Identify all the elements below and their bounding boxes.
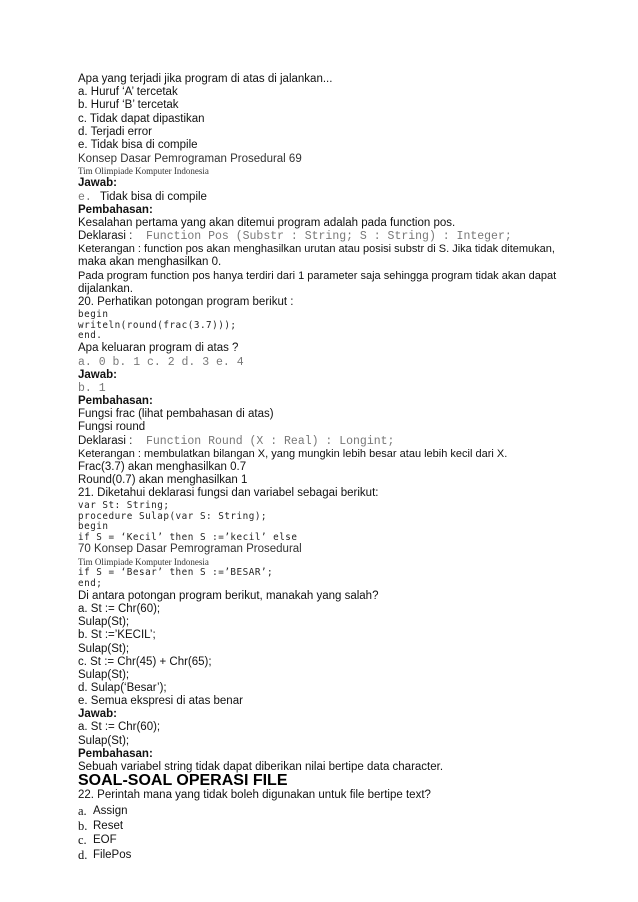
option-a-cont: Sulap(St); bbox=[78, 616, 130, 629]
option-c-letter: c. bbox=[78, 833, 87, 848]
section-heading: SOAL-SOAL OPERASI FILE bbox=[78, 772, 288, 790]
option-b-cont: Sulap(St); bbox=[78, 642, 130, 655]
option-b: b. St :=’KECIL’; bbox=[78, 629, 156, 642]
discussion-line: Fungsi round bbox=[78, 421, 146, 434]
question-21: 21. Diketahui deklarasi fungsi dan variabel sebagai berikut: bbox=[78, 487, 379, 500]
declaration-label: Deklarasi : bbox=[78, 230, 133, 243]
code-line: procedure Sulap(var S: String); bbox=[78, 510, 268, 522]
option-d-letter: d. bbox=[78, 848, 88, 863]
option-c-text: EOF bbox=[93, 834, 117, 847]
answer-heading: Jawab: bbox=[78, 708, 117, 721]
discussion-text: Sebuah variabel string tidak dapat diberikan nilai bertipe data character. bbox=[78, 760, 444, 773]
explanation-line-1: Keterangan : function pos akan menghasilkan urutan atau posisi substr di S. Jika tidak ditemukan, bbox=[78, 243, 555, 256]
answer-21: a. St := Chr(60); bbox=[78, 721, 161, 734]
question-20-options: a. 0 b. 1 c. 2 d. 3 e. 4 bbox=[78, 355, 244, 369]
declaration-round: Function Round (X : Real) : Longint; bbox=[146, 434, 395, 448]
option-b: b. Huruf ‘B’ tercetak bbox=[78, 99, 179, 112]
answer-heading: Jawab: bbox=[78, 177, 117, 190]
explanation-line: Frac(3.7) akan menghasilkan 0.7 bbox=[78, 460, 247, 473]
page-header-70: 70 Konsep Dasar Pemrograman Prosedural bbox=[78, 543, 302, 556]
code-line: end; bbox=[78, 577, 103, 589]
option-d: d. Terjadi error bbox=[78, 125, 152, 138]
discussion-line: Fungsi frac (lihat pembahasan di atas) bbox=[78, 408, 274, 421]
option-a: a. St := Chr(60); bbox=[78, 603, 161, 615]
question-21-prompt: Di antara potongan program berikut, manakah yang salah? bbox=[78, 589, 379, 602]
page-header-team: Tim Olimpiade Komputer Indonesia bbox=[78, 166, 209, 176]
code-line: if S = ‘Besar’ then S :=’BESAR’; bbox=[78, 567, 274, 578]
answer-heading: Jawab: bbox=[78, 368, 117, 381]
answer-20: b. 1 bbox=[78, 381, 106, 395]
option-a-text: Assign bbox=[93, 804, 128, 817]
option-a-letter: a. bbox=[78, 803, 87, 818]
option-d: d. Sulap(‘Besar’); bbox=[78, 682, 167, 694]
question-20: 20. Perhatikan potongan program berikut : bbox=[78, 295, 294, 308]
discussion-heading: Pembahasan: bbox=[78, 203, 153, 216]
option-a: a. Huruf ‘A’ tercetak bbox=[78, 86, 178, 99]
question-22: 22. Perintah mana yang tidak boleh digunakan untuk file bertipe text? bbox=[78, 789, 431, 801]
option-b-letter: b. bbox=[78, 818, 88, 833]
code-line: begin bbox=[78, 521, 109, 533]
option-c: c. St := Chr(45) + Chr(65); bbox=[78, 655, 212, 668]
option-d-text: FilePos bbox=[93, 849, 132, 862]
discussion-text: Kesalahan pertama yang akan ditemui program adalah pada function pos. bbox=[78, 216, 456, 229]
explanation-line-4: dijalankan. bbox=[78, 282, 133, 295]
option-b-text: Reset bbox=[93, 819, 124, 832]
option-e: e. Semua ekspresi di atas benar bbox=[78, 695, 243, 708]
code-line: writeln(round(frac(3.7))); bbox=[78, 319, 237, 331]
explanation-line-2: maka akan menghasilkan 0. bbox=[78, 256, 222, 269]
code-line: var St: String; bbox=[78, 500, 170, 512]
explanation-line-3: Pada program function pos hanya terdiri dari 1 parameter saja sehingga program tidak akan dapat bbox=[78, 269, 557, 282]
explanation-line: Round(0.7) akan menghasilkan 1 bbox=[78, 474, 248, 486]
answer-text: Tidak bisa di compile bbox=[100, 190, 207, 203]
declaration-pos: Function Pos (Substr : String; S : String) : Integer; bbox=[146, 230, 512, 244]
answer-21-cont: Sulap(St); bbox=[78, 734, 130, 747]
discussion-heading: Pembahasan: bbox=[78, 395, 153, 407]
page-header-team: Tim Olimpiade Komputer Indonesia bbox=[78, 556, 209, 567]
question-20-prompt: Apa keluaran program di atas ? bbox=[78, 342, 239, 355]
declaration-label: Deklarasi : bbox=[78, 434, 133, 447]
option-e: e. Tidak bisa di compile bbox=[78, 138, 198, 151]
page-header-69: Konsep Dasar Pemrograman Prosedural 69 bbox=[78, 152, 302, 165]
explanation-line: Keterangan : membulatkan bilangan X, yang mungkin lebih besar atau lebih kecil dari X. bbox=[78, 447, 508, 460]
answer-letter: e. bbox=[78, 190, 92, 204]
option-c-cont: Sulap(St); bbox=[78, 668, 130, 681]
option-c: c. Tidak dapat dipastikan bbox=[78, 112, 205, 125]
code-line: if S = ‘Kecil’ then S :=’kecil’ else bbox=[78, 531, 298, 543]
discussion-heading: Pembahasan: bbox=[78, 747, 153, 760]
code-line: end. bbox=[78, 330, 103, 342]
question-intro: Apa yang terjadi jika program di atas di jalankan... bbox=[78, 73, 333, 85]
code-line: begin bbox=[78, 309, 109, 320]
